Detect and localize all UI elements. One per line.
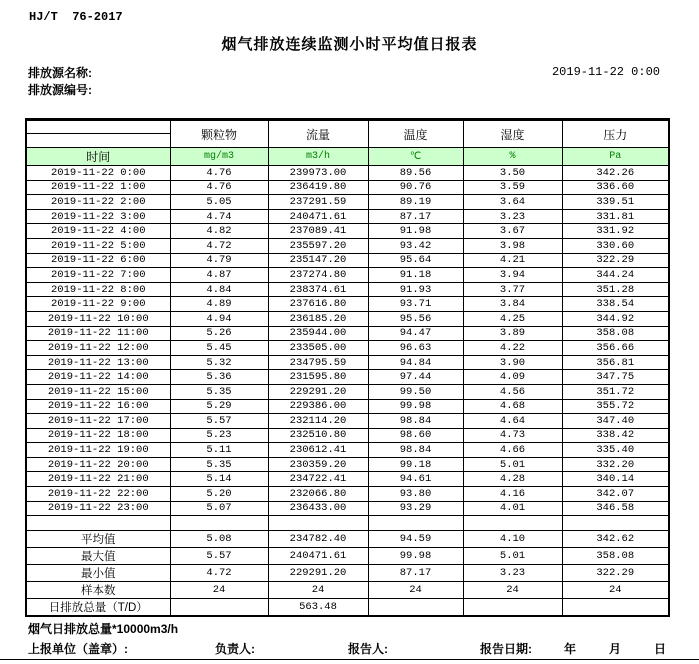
value-cell: 344.92: [562, 311, 669, 326]
time-cell: 2019-11-22 4:00: [26, 224, 170, 239]
empty-cell: [268, 516, 368, 531]
value-cell: 351.28: [562, 282, 669, 297]
summary-label: 样本数: [26, 581, 170, 598]
value-cell: 237616.80: [268, 297, 368, 312]
value-cell: 98.60: [368, 428, 463, 443]
time-cell: 2019-11-22 2:00: [26, 195, 170, 210]
value-cell: 4.87: [170, 268, 268, 283]
unit-humidity: %: [463, 148, 562, 166]
value-cell: 96.63: [368, 341, 463, 356]
value-cell: 99.50: [368, 384, 463, 399]
summary-value: 3.23: [463, 564, 562, 581]
time-cell: 2019-11-22 8:00: [26, 282, 170, 297]
time-cell: 2019-11-22 6:00: [26, 253, 170, 268]
time-cell: 2019-11-22 1:00: [26, 180, 170, 195]
summary-value: 563.48: [268, 598, 368, 616]
value-cell: 99.18: [368, 457, 463, 472]
value-cell: 98.84: [368, 414, 463, 429]
value-cell: 5.01: [463, 457, 562, 472]
value-cell: 5.29: [170, 399, 268, 414]
value-cell: 235944.00: [268, 326, 368, 341]
footer-note: 烟气日排放总量*10000m3/h: [28, 622, 179, 636]
summary-value: 240471.61: [268, 547, 368, 564]
table-row: [26, 428, 669, 443]
table-row: [26, 166, 669, 181]
spacer-row: [26, 516, 669, 531]
col-header-temperature: 温度: [368, 120, 463, 148]
time-cell: 2019-11-22 5:00: [26, 238, 170, 253]
time-cell: 2019-11-22 9:00: [26, 297, 170, 312]
time-cell: 2019-11-22 17:00: [26, 414, 170, 429]
summary-row: [26, 581, 669, 598]
col-header-pressure: 压力: [562, 120, 669, 148]
value-cell: 97.44: [368, 370, 463, 385]
report-unit-label: 上报单位（盖章）:: [28, 642, 128, 656]
unit-temperature: ℃: [368, 148, 463, 166]
value-cell: 5.23: [170, 428, 268, 443]
summary-value: 5.57: [170, 547, 268, 564]
time-cell: 2019-11-22 12:00: [26, 341, 170, 356]
value-cell: 5.07: [170, 501, 268, 516]
value-cell: 3.64: [463, 195, 562, 210]
value-cell: 229291.20: [268, 384, 368, 399]
empty-cell: [562, 516, 669, 531]
time-cell: 2019-11-22 22:00: [26, 487, 170, 502]
report-datetime: 2019-11-22 0:00: [551, 65, 660, 79]
value-cell: 89.56: [368, 166, 463, 181]
value-cell: 98.84: [368, 443, 463, 458]
table-row: [26, 180, 669, 195]
value-cell: 87.17: [368, 209, 463, 224]
value-cell: 233505.00: [268, 341, 368, 356]
value-cell: 322.29: [562, 253, 669, 268]
summary-label: 日排放总量（T/D）: [26, 598, 170, 616]
value-cell: 346.58: [562, 501, 669, 516]
value-cell: 344.24: [562, 268, 669, 283]
summary-label: 最大值: [26, 547, 170, 564]
time-cell: 2019-11-22 18:00: [26, 428, 170, 443]
value-cell: 332.20: [562, 457, 669, 472]
value-cell: 4.94: [170, 311, 268, 326]
value-cell: 230612.41: [268, 443, 368, 458]
value-cell: 94.61: [368, 472, 463, 487]
time-cell: 2019-11-22 7:00: [26, 268, 170, 283]
value-cell: 232510.80: [268, 428, 368, 443]
value-cell: 94.84: [368, 355, 463, 370]
value-cell: 4.72: [170, 238, 268, 253]
value-cell: 331.92: [562, 224, 669, 239]
value-cell: 5.14: [170, 472, 268, 487]
value-cell: 5.35: [170, 457, 268, 472]
value-cell: 236419.80: [268, 180, 368, 195]
value-cell: 4.74: [170, 209, 268, 224]
value-cell: 355.72: [562, 399, 669, 414]
value-cell: 356.81: [562, 355, 669, 370]
value-cell: 5.20: [170, 487, 268, 502]
report-date-label: 报告日期:: [480, 642, 532, 656]
value-cell: 239973.00: [268, 166, 368, 181]
value-cell: 90.76: [368, 180, 463, 195]
units-row: [26, 148, 669, 166]
value-cell: 231595.80: [268, 370, 368, 385]
reporter-label: 报告人:: [348, 642, 388, 656]
value-cell: 347.75: [562, 370, 669, 385]
value-cell: 342.07: [562, 487, 669, 502]
responsible-person-label: 负责人:: [215, 642, 255, 656]
value-cell: 339.51: [562, 195, 669, 210]
value-cell: 338.42: [562, 428, 669, 443]
time-cell: 2019-11-22 21:00: [26, 472, 170, 487]
summary-value: [562, 598, 669, 616]
month-label: 月: [609, 642, 622, 656]
value-cell: 4.01: [463, 501, 562, 516]
value-cell: 4.79: [170, 253, 268, 268]
value-cell: 237291.59: [268, 195, 368, 210]
value-cell: 4.56: [463, 384, 562, 399]
value-cell: 5.11: [170, 443, 268, 458]
time-cell: 2019-11-22 0:00: [26, 166, 170, 181]
value-cell: 4.84: [170, 282, 268, 297]
time-cell: 2019-11-22 20:00: [26, 457, 170, 472]
value-cell: 338.54: [562, 297, 669, 312]
summary-value: 342.62: [562, 530, 669, 547]
table-row: [26, 209, 669, 224]
value-cell: 3.77: [463, 282, 562, 297]
value-cell: 5.36: [170, 370, 268, 385]
table-row: [26, 282, 669, 297]
source-code-label: 排放源编号:: [28, 83, 92, 97]
value-cell: 4.76: [170, 166, 268, 181]
empty-cell: [368, 516, 463, 531]
time-cell: 2019-11-22 16:00: [26, 399, 170, 414]
empty-cell: [26, 516, 170, 531]
value-cell: 4.68: [463, 399, 562, 414]
value-cell: 336.60: [562, 180, 669, 195]
summary-value: 5.08: [170, 530, 268, 547]
header-row-top: [26, 120, 669, 134]
value-cell: 93.71: [368, 297, 463, 312]
value-cell: 4.76: [170, 180, 268, 195]
table-row: [26, 297, 669, 312]
value-cell: 3.59: [463, 180, 562, 195]
time-header-blank-top: [26, 120, 170, 134]
value-cell: 347.40: [562, 414, 669, 429]
summary-value: 4.72: [170, 564, 268, 581]
summary-value: 4.10: [463, 530, 562, 547]
summary-label: 最小值: [26, 564, 170, 581]
unit-particulate: mg/m3: [170, 148, 268, 166]
summary-value: 99.98: [368, 547, 463, 564]
day-label: 日: [654, 642, 667, 656]
table-row: [26, 472, 669, 487]
table-row: [26, 341, 669, 356]
value-cell: 3.98: [463, 238, 562, 253]
value-cell: 4.89: [170, 297, 268, 312]
value-cell: 234722.41: [268, 472, 368, 487]
value-cell: 340.14: [562, 472, 669, 487]
unit-pressure: Pa: [562, 148, 669, 166]
value-cell: 4.25: [463, 311, 562, 326]
value-cell: 94.47: [368, 326, 463, 341]
value-cell: 234795.59: [268, 355, 368, 370]
col-header-particulate: 颗粒物: [170, 120, 268, 148]
summary-value: 24: [268, 581, 368, 598]
table-row: [26, 355, 669, 370]
table-row: [26, 501, 669, 516]
value-cell: 331.81: [562, 209, 669, 224]
value-cell: 235597.20: [268, 238, 368, 253]
value-cell: 236433.00: [268, 501, 368, 516]
value-cell: 95.64: [368, 253, 463, 268]
value-cell: 93.42: [368, 238, 463, 253]
value-cell: 5.35: [170, 384, 268, 399]
value-cell: 3.94: [463, 268, 562, 283]
value-cell: 3.50: [463, 166, 562, 181]
time-cell: 2019-11-22 13:00: [26, 355, 170, 370]
table-row: [26, 384, 669, 399]
value-cell: 3.23: [463, 209, 562, 224]
page-title: 烟气排放连续监测小时平均值日报表: [221, 36, 478, 53]
time-header-blank-bottom: [26, 134, 170, 148]
summary-row: [26, 564, 669, 581]
summary-value: 24: [463, 581, 562, 598]
table-row: [26, 268, 669, 283]
table-row: [26, 370, 669, 385]
year-label: 年: [564, 642, 577, 656]
summary-row: [26, 530, 669, 547]
value-cell: 4.28: [463, 472, 562, 487]
value-cell: 3.84: [463, 297, 562, 312]
value-cell: 230359.20: [268, 457, 368, 472]
bottom-divider: [0, 659, 699, 660]
value-cell: 5.26: [170, 326, 268, 341]
value-cell: 356.66: [562, 341, 669, 356]
standard-code: HJ/T 76-2017: [29, 10, 123, 24]
time-cell: 2019-11-22 11:00: [26, 326, 170, 341]
summary-value: 229291.20: [268, 564, 368, 581]
value-cell: 4.64: [463, 414, 562, 429]
value-cell: 232114.20: [268, 414, 368, 429]
value-cell: 237089.41: [268, 224, 368, 239]
time-cell: 2019-11-22 23:00: [26, 501, 170, 516]
value-cell: 91.93: [368, 282, 463, 297]
value-cell: 3.67: [463, 224, 562, 239]
summary-value: 24: [368, 581, 463, 598]
value-cell: 93.80: [368, 487, 463, 502]
value-cell: 240471.61: [268, 209, 368, 224]
empty-cell: [463, 516, 562, 531]
summary-row: [26, 598, 669, 616]
table-row: [26, 238, 669, 253]
time-cell: 2019-11-22 14:00: [26, 370, 170, 385]
value-cell: 235147.20: [268, 253, 368, 268]
value-cell: 229386.00: [268, 399, 368, 414]
table-row: [26, 399, 669, 414]
unit-flow: m3/h: [268, 148, 368, 166]
value-cell: 351.72: [562, 384, 669, 399]
value-cell: 93.29: [368, 501, 463, 516]
value-cell: 5.45: [170, 341, 268, 356]
value-cell: 99.98: [368, 399, 463, 414]
col-header-flow: 流量: [268, 120, 368, 148]
time-cell: 2019-11-22 15:00: [26, 384, 170, 399]
value-cell: 237274.80: [268, 268, 368, 283]
value-cell: 4.21: [463, 253, 562, 268]
time-cell: 2019-11-22 19:00: [26, 443, 170, 458]
table-row: [26, 457, 669, 472]
table-row: [26, 195, 669, 210]
monitoring-data-table: [25, 118, 670, 617]
summary-value: 87.17: [368, 564, 463, 581]
summary-value: [368, 598, 463, 616]
value-cell: 95.56: [368, 311, 463, 326]
table-row: [26, 224, 669, 239]
value-cell: 236185.20: [268, 311, 368, 326]
summary-value: 5.01: [463, 547, 562, 564]
value-cell: 4.82: [170, 224, 268, 239]
value-cell: 358.08: [562, 326, 669, 341]
col-header-humidity: 湿度: [463, 120, 562, 148]
value-cell: 4.16: [463, 487, 562, 502]
value-cell: 4.22: [463, 341, 562, 356]
summary-row: [26, 547, 669, 564]
value-cell: 330.60: [562, 238, 669, 253]
value-cell: 5.05: [170, 195, 268, 210]
time-cell: 2019-11-22 3:00: [26, 209, 170, 224]
value-cell: 91.98: [368, 224, 463, 239]
summary-value: 322.29: [562, 564, 669, 581]
summary-value: [170, 598, 268, 616]
value-cell: 3.90: [463, 355, 562, 370]
value-cell: 3.89: [463, 326, 562, 341]
summary-value: [463, 598, 562, 616]
summary-value: 24: [562, 581, 669, 598]
table-row: [26, 414, 669, 429]
value-cell: 232066.80: [268, 487, 368, 502]
value-cell: 89.19: [368, 195, 463, 210]
value-cell: 4.66: [463, 443, 562, 458]
summary-label: 平均值: [26, 530, 170, 547]
value-cell: 238374.61: [268, 282, 368, 297]
table-row: [26, 487, 669, 502]
time-header: 时间: [26, 148, 170, 166]
signature-row: [0, 640, 699, 656]
summary-value: 24: [170, 581, 268, 598]
empty-cell: [170, 516, 268, 531]
value-cell: 5.57: [170, 414, 268, 429]
table-row: [26, 326, 669, 341]
value-cell: 335.40: [562, 443, 669, 458]
source-name-label: 排放源名称:: [28, 66, 92, 80]
summary-value: 94.59: [368, 530, 463, 547]
value-cell: 342.26: [562, 166, 669, 181]
summary-value: 234782.40: [268, 530, 368, 547]
table-row: [26, 311, 669, 326]
time-cell: 2019-11-22 10:00: [26, 311, 170, 326]
value-cell: 91.18: [368, 268, 463, 283]
value-cell: 5.32: [170, 355, 268, 370]
value-cell: 4.09: [463, 370, 562, 385]
summary-value: 358.08: [562, 547, 669, 564]
table-row: [26, 253, 669, 268]
table-row: [26, 443, 669, 458]
value-cell: 4.73: [463, 428, 562, 443]
